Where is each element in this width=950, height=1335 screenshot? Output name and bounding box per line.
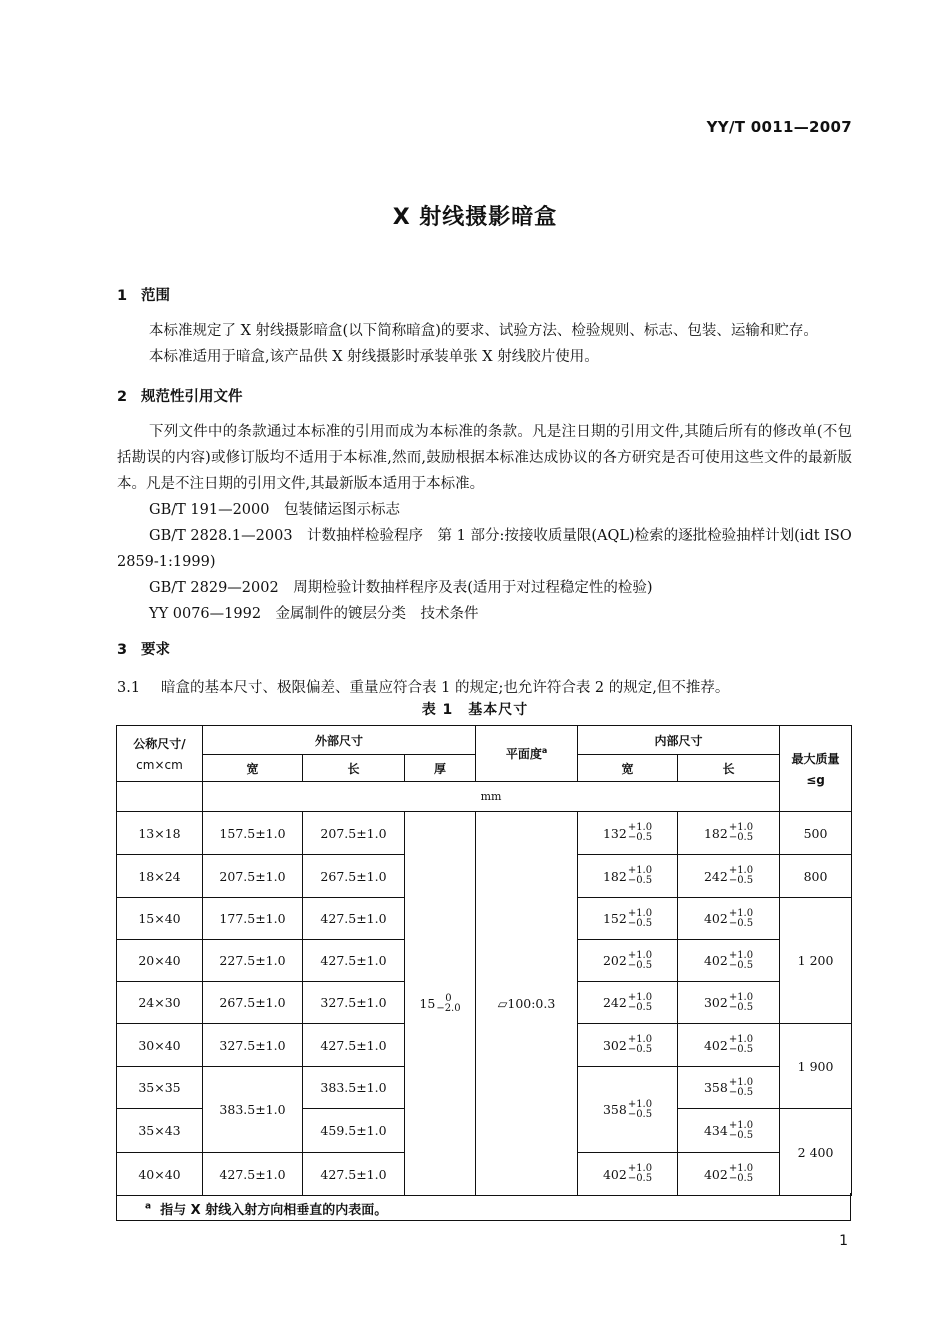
cell-inner-length [678,1109,780,1153]
cell-nominal: 18×24 [117,855,203,898]
header-nominal-label: 公称尺寸/ [133,737,186,751]
tolerance-lower: −0.5 [728,832,754,843]
cell-flatness: ▱100:0.3 [476,812,578,1196]
cell-outer-length: 427.5±1.0 [303,1024,405,1067]
cell-inner-length [678,855,780,898]
cell-outer-width: 327.5±1.0 [203,1024,303,1067]
section-title: 规范性引用文件 [141,389,243,405]
clause-text: 暗盒的基本尺寸、极限偏差、重量应符合表 1 的规定;也允许符合表 2 的规定,但不推荐。 [161,680,730,696]
header-flatness [476,726,578,782]
tolerance-upper: +1.0 [627,822,653,833]
cell-outer-width: 267.5±1.0 [203,982,303,1024]
section-1-paragraph-2: 本标准适用于暗盒,该产品供 X 射线摄影时承装单张 X 射线胶片使用。 [149,349,599,365]
cell-outer-width: 157.5±1.0 [203,812,303,855]
footnote-mark: a [145,1201,152,1212]
header-outer: 外部尺寸 [203,726,476,755]
reference-item: GB/T 191—2000 包装储运图示标志 [149,502,400,518]
cell-outer-length: 327.5±1.0 [303,982,405,1024]
header-outer-width: 宽 [203,755,303,782]
cell-outer-length: 383.5±1.0 [303,1067,405,1109]
header-inner-length: 长 [678,755,780,782]
tolerance-lower: −0.5 [728,1129,754,1141]
thickness-upper: 0 [445,992,452,1004]
section-number: 3 [117,642,128,658]
cell-inner-length [678,898,780,940]
cell-inner-width [578,898,678,940]
inner-length-value: 402 [703,1037,728,1053]
cell-inner-length [678,940,780,982]
inner-width-value: 302 [602,1037,627,1053]
inner-length-value: 402 [703,911,728,926]
cell-inner-width [578,1067,678,1153]
inner-width-value: 242 [602,995,627,1010]
tolerance-lower: −0.5 [728,1044,754,1055]
footnote-mark: a [541,746,548,755]
section-3-heading [117,638,170,659]
thickness-lower: −2.0 [436,1002,461,1014]
tolerance-lower: −0.5 [627,959,653,971]
tolerance-lower: −0.5 [627,1044,653,1055]
inner-length-value: 434 [703,1123,728,1138]
tolerance-lower: −0.5 [627,875,653,886]
tolerance-upper: +1.0 [728,1119,754,1131]
cell-outer-length: 427.5±1.0 [303,898,405,940]
header-inner: 内部尺寸 [578,726,780,755]
inner-length-value: 182 [703,825,728,841]
tolerance-lower: −0.5 [627,1108,653,1120]
cell-outer-width: 177.5±1.0 [203,898,303,940]
cell-max-mass: 2 400 [780,1109,852,1196]
header-unit: mm [203,782,780,812]
inner-width-value: 202 [602,953,627,968]
cell-nominal: 35×43 [117,1109,203,1153]
tolerance-lower: −0.5 [627,917,653,929]
inner-length-value: 402 [703,1166,728,1182]
footnote-text: 指与 X 射线入射方向相垂直的内表面。 [160,1203,388,1218]
cell-nominal: 20×40 [117,940,203,982]
reference-item: YY 0076—1992 金属制件的镀层分类 技术条件 [149,606,479,622]
tolerance-upper: +1.0 [728,907,754,919]
header-max-mass [780,726,852,812]
cell-inner-length [678,1067,780,1109]
cell-thickness [405,812,476,1196]
header-nominal-unit: cm×cm [136,758,183,772]
cell-nominal: 40×40 [117,1153,203,1196]
tolerance-lower: −0.5 [728,1001,754,1013]
reference-item: GB/T 2829—2002 周期检验计数抽样程序及表(适用于对过程稳定性的检验) [149,580,653,596]
cell-max-mass: 800 [780,855,852,898]
table-footnote [116,1193,851,1221]
cell-inner-length [678,812,780,855]
tolerance-lower: −0.5 [728,875,754,886]
tolerance-lower: −0.5 [627,1001,653,1013]
cell-max-mass: 1 900 [780,1024,852,1109]
tolerance-lower: −0.5 [728,917,754,929]
cell-inner-length [678,982,780,1024]
header-flatness-label: 平面度 [505,747,542,761]
tolerance-lower: −0.5 [627,832,653,843]
standard-code: YY/T 0011—2007 [706,118,852,136]
cell-inner-width [578,812,678,855]
section-number: 2 [117,389,128,405]
cell-outer-length: 207.5±1.0 [303,812,405,855]
cell-outer-length: 427.5±1.0 [303,1153,405,1196]
inner-width-value: 152 [602,911,627,926]
tolerance-upper: +1.0 [728,865,754,876]
reference-item: GB/T 2828.1—2003 计数抽样检验程序 第 1 部分:按接收质量限(AQL)检索的逐批检验抽样计划(idt ISO 2859-1:1999) [117,528,852,570]
tolerance-upper: +1.0 [627,991,653,1003]
header-max-mass-unit: ≤g [806,773,825,787]
inner-length-value: 358 [703,1080,728,1095]
tolerance-upper: +1.0 [728,991,754,1003]
section-title: 要求 [141,642,170,658]
cell-inner-width [578,1024,678,1067]
inner-length-value: 302 [703,995,728,1010]
tolerance-upper: +1.0 [627,1098,653,1110]
tolerance-upper: +1.0 [627,1034,653,1045]
clause-3-1 [117,676,729,697]
tolerance-upper: +1.0 [728,1076,754,1088]
inner-width-value: 182 [602,868,627,884]
header-thickness: 厚 [405,755,476,782]
cell-outer-width: 383.5±1.0 [203,1067,303,1153]
section-1-paragraph-1: 本标准规定了 X 射线摄影暗盒(以下简称暗盒)的要求、试验方法、检验规则、标志、包装、运输和贮存。 [149,323,818,339]
cell-inner-length [678,1153,780,1196]
inner-width-value: 358 [602,1102,627,1117]
cell-inner-width [578,982,678,1024]
cell-inner-length [678,1024,780,1067]
cell-outer-width: 427.5±1.0 [203,1153,303,1196]
cell-outer-width: 207.5±1.0 [203,855,303,898]
tolerance-upper: +1.0 [728,1163,754,1174]
cell-nominal: 13×18 [117,812,203,855]
page-number: 1 [839,1233,848,1249]
header-max-mass-label: 最大质量 [791,752,840,766]
header-inner-width: 宽 [578,755,678,782]
tolerance-lower: −0.5 [627,1173,653,1184]
section-2-heading [117,385,243,406]
tolerance-lower: −0.5 [728,1173,754,1184]
inner-width-value: 402 [602,1166,627,1182]
header-blank [117,782,203,812]
document-title: X 射线摄影暗盒 [392,205,558,230]
tolerance-lower: −0.5 [728,959,754,971]
cell-max-mass: 1 200 [780,898,852,1024]
header-outer-length: 长 [303,755,405,782]
cell-outer-length: 267.5±1.0 [303,855,405,898]
cell-nominal: 15×40 [117,898,203,940]
tolerance-upper: +1.0 [627,865,653,876]
cell-inner-width [578,855,678,898]
inner-length-value: 242 [703,868,728,884]
cell-max-mass: 500 [780,812,852,855]
inner-width-value: 132 [602,825,627,841]
section-2-intro: 下列文件中的条款通过本标准的引用而成为本标准的条款。凡是注日期的引用文件,其随后所有的修改单(不包括勘误的内容)或修订版均不适用于本标准,然而,鼓励根据本标准达成协议的各方研究是否可使用这些文件的最新版本。凡是不注日期的引用文件,其最新版本适用于本标准。 [117,424,852,492]
cell-nominal: 30×40 [117,1024,203,1067]
clause-number: 3.1 [117,680,141,696]
tolerance-lower: −0.5 [728,1086,754,1098]
section-title: 范围 [141,288,170,304]
table-caption: 表 1 基本尺寸 [421,702,529,718]
cell-inner-width [578,940,678,982]
inner-length-value: 402 [703,953,728,968]
tolerance-upper: +1.0 [728,822,754,833]
tolerance-upper: +1.0 [728,949,754,961]
tolerance-upper: +1.0 [728,1034,754,1045]
section-1-heading [117,284,170,305]
dimension-table [116,725,852,1196]
cell-inner-width [578,1153,678,1196]
section-number: 1 [117,288,128,304]
thickness-base: 15 [419,996,436,1011]
cell-outer-width: 227.5±1.0 [203,940,303,982]
tolerance-upper: +1.0 [627,907,653,919]
cell-nominal: 35×35 [117,1067,203,1109]
cell-outer-length: 459.5±1.0 [303,1109,405,1153]
tolerance-upper: +1.0 [627,949,653,961]
tolerance-upper: +1.0 [627,1163,653,1174]
cell-outer-length: 427.5±1.0 [303,940,405,982]
cell-nominal: 24×30 [117,982,203,1024]
header-nominal [117,726,203,782]
